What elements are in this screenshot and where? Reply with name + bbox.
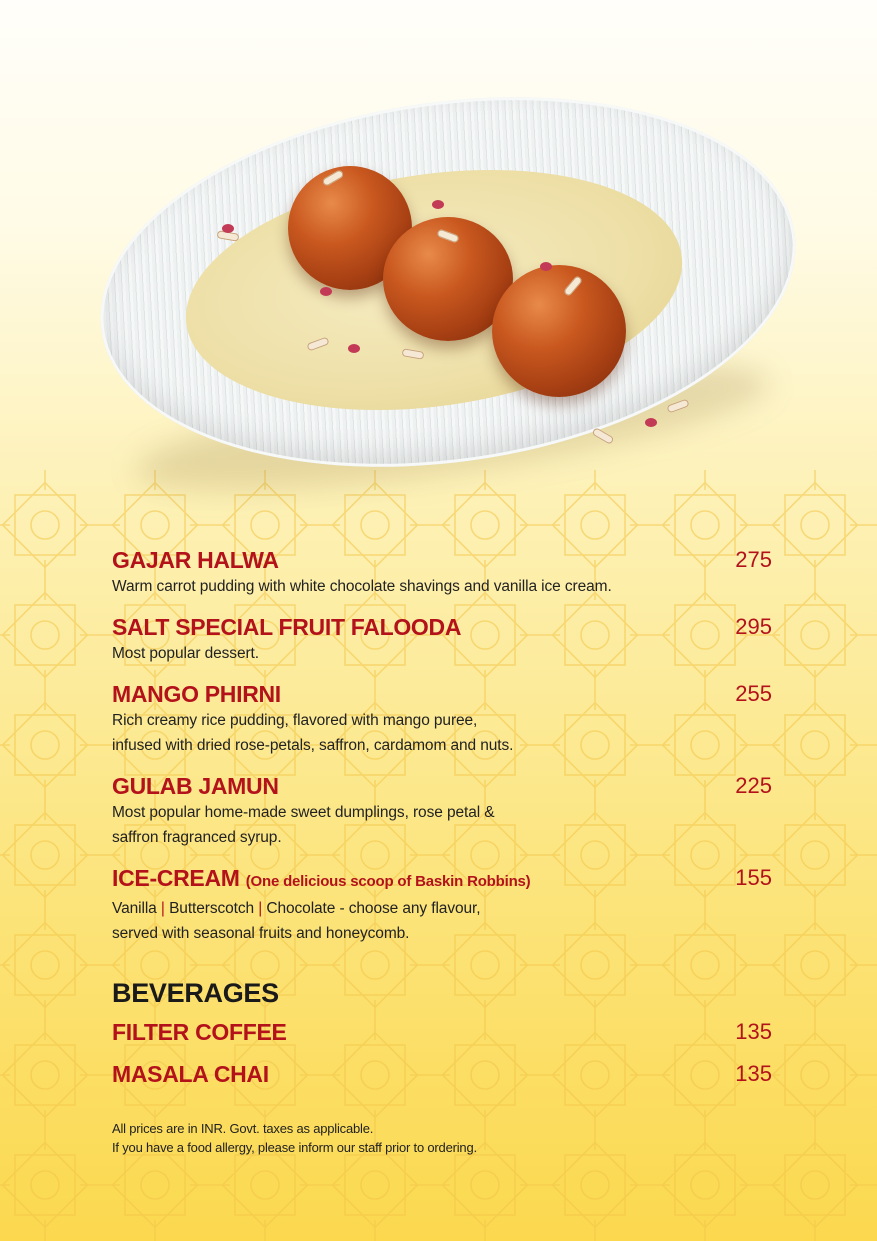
item-name: MANGO PHIRNI [112,681,281,707]
item-price: 225 [735,773,772,798]
item-description-line2: served with seasonal fruits and honeycomb. [112,925,410,942]
item-name: FILTER COFFEE [112,1019,287,1045]
item-description: Most popular dessert. [112,645,259,662]
item-description: Warm carrot pudding with white chocolate shavings and vanilla ice cream. [112,578,612,595]
item-name-text: ICE-CREAM [112,865,240,891]
rose-petal [645,418,657,427]
rose-petal [540,262,552,271]
dessert-photo [92,82,802,494]
item-price: 155 [735,865,772,890]
flavour-chocolate: Chocolate - choose any flavour, [266,900,481,917]
separator: | [160,900,165,917]
item-price: 135 [735,1061,772,1086]
footer-line-prices: All prices are in INR. Govt. taxes as applicable. [112,1121,374,1136]
dessert-menu [112,546,772,1102]
rose-petal [432,200,444,209]
item-description: Rich creamy rice pudding, flavored with mango puree, [112,712,478,729]
flavour-butterscotch: Butterscotch [169,900,255,917]
flavour-vanilla: Vanilla [112,900,157,917]
item-description-line2: saffron fragranced syrup. [112,829,282,846]
rose-petal [348,344,360,353]
item-description: Most popular home-made sweet dumplings, rose petal & [112,804,495,821]
gulab-jamun-ball [492,265,626,397]
item-description-line2: infused with dried rose-petals, saffron, cardamom and nuts. [112,737,514,754]
item-description [112,896,772,921]
menu-item-masala-chai [112,1060,772,1102]
menu-item-gulab-jamun [112,772,772,864]
item-price: 275 [735,547,772,572]
item-name: GULAB JAMUN [112,773,279,799]
item-price: 255 [735,681,772,706]
rose-petal [320,287,332,296]
item-note: (One delicious scoop of Baskin Robbins) [245,873,531,890]
rose-petal [222,224,234,233]
menu-item-gajar-halwa [112,546,772,613]
item-price: 135 [735,1019,772,1044]
footer-line-allergy: If you have a food allergy, please inform our staff prior to ordering. [112,1140,477,1155]
item-name: MASALA CHAI [112,1061,269,1087]
item-name [112,864,772,896]
item-price: 295 [735,614,772,639]
item-name: GAJAR HALWA [112,547,279,573]
menu-item-filter-coffee [112,1018,772,1060]
menu-item-fruit-falooda [112,613,772,680]
menu-item-ice-cream [112,864,772,976]
footer-note [112,1119,477,1157]
separator: | [258,900,263,917]
item-name: SALT SPECIAL FRUIT FALOODA [112,614,462,640]
menu-item-mango-phirni [112,680,772,772]
section-title-beverages: BEVERAGES [112,978,279,1008]
